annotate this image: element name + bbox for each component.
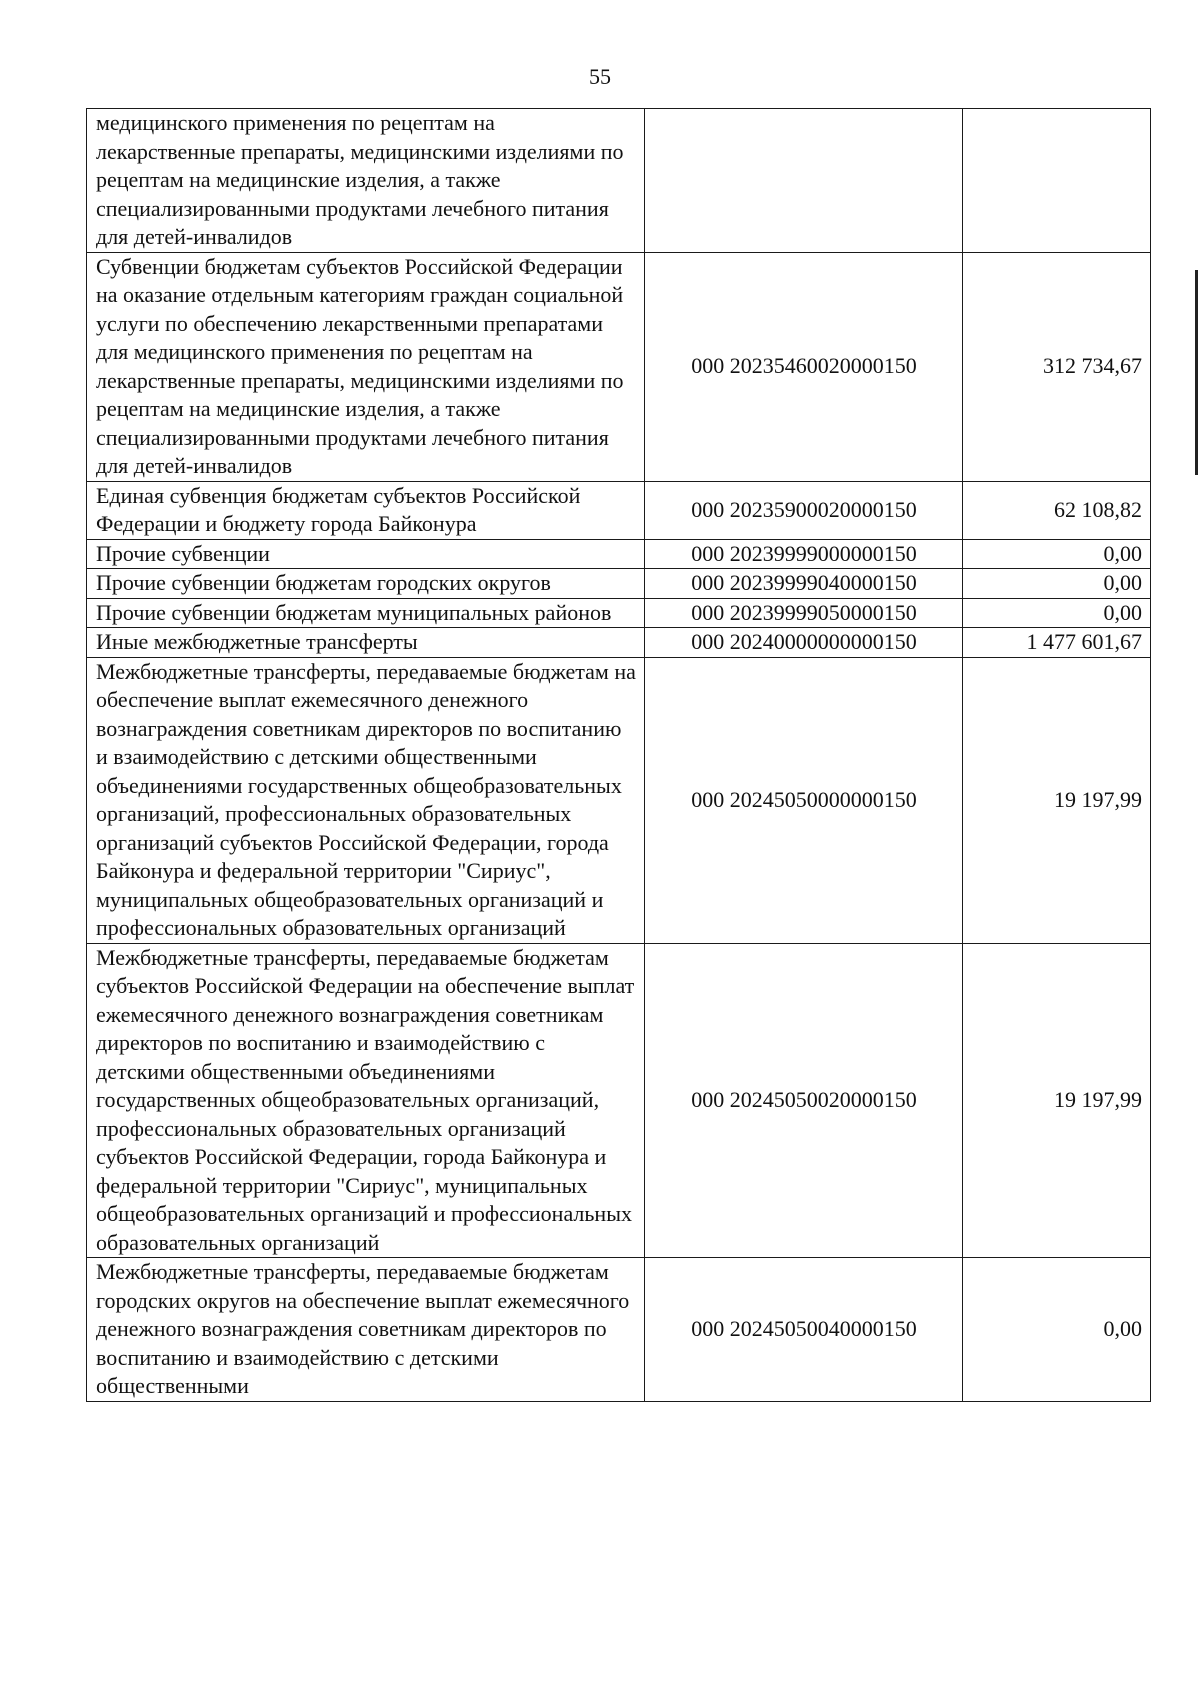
table-row [87,569,1151,599]
row-sum-cell: 0,00 [963,569,1151,599]
row-name-cell: Межбюджетные трансферты, передаваемые бюджетам субъектов Российской Федерации на обеспечение выплат ежемесячного денежного вознаграждения советникам директоров по воспитанию и взаимодействию с детскими общественными объединениями государственных общеобразовательных организаций, профессиональных образовательных организаций субъектов Российской Федерации, города Байконура и федеральной территории "Сириус", муниципальных общеобразовательных организаций и профессиональных образовательных организаций [87,943,645,1258]
row-code-cell: 000 20245050020000150 [645,943,963,1258]
table-row [87,657,1151,943]
row-code-cell: 000 20239999000000150 [645,539,963,569]
table-row [87,628,1151,658]
row-sum-cell: 1 477 601,67 [963,628,1151,658]
row-name-cell: Прочие субвенции [87,539,645,569]
row-sum-cell: 19 197,99 [963,657,1151,943]
row-code-cell: 000 20235900020000150 [645,481,963,539]
row-code-cell: 000 20240000000000150 [645,628,963,658]
table-row [87,481,1151,539]
row-code-cell: 000 20239999040000150 [645,569,963,599]
row-code-cell: 000 20245050040000150 [645,1258,963,1402]
table-row [87,109,1151,253]
row-sum-cell: 0,00 [963,539,1151,569]
row-sum-cell: 19 197,99 [963,943,1151,1258]
row-name-cell: Прочие субвенции бюджетам городских округов [87,569,645,599]
row-sum-cell: 312 734,67 [963,252,1151,481]
row-code-cell: 000 20239999050000150 [645,598,963,628]
row-code-cell [645,109,963,253]
page-number: 55 [589,64,611,89]
row-name-cell: Межбюджетные трансферты, передаваемые бюджетам на обеспечение выплат ежемесячного денежного вознаграждения советникам директоров по воспитанию и взаимодействию с детскими общественными объединениями государственных общеобразовательных организаций, профессиональных образовательных организаций субъектов Российской Федерации, города Байконура и федеральной территории "Сириус", муниципальных общеобразовательных организаций и профессиональных образовательных организаций [87,657,645,943]
table-row [87,252,1151,481]
table-row [87,943,1151,1258]
row-name-cell: медицинского применения по рецептам на лекарственные препараты, медицинскими изделиями по рецептам на медицинские изделия, а также специализированными продуктами лечебного питания для детей-инвалидов [87,109,645,253]
row-sum-cell [963,109,1151,253]
row-name-cell: Субвенции бюджетам субъектов Российской Федерации на оказание отдельным категориям граждан социальной услуги по обеспечению лекарственными препаратами для медицинского применения по рецептам на лекарственные препараты, медицинскими изделиями по рецептам на медицинские изделия, а также специализированными продуктами лечебного питания для детей-инвалидов [87,252,645,481]
table-row [87,598,1151,628]
row-code-cell: 000 20235460020000150 [645,252,963,481]
scan-edge-mark [1195,270,1198,475]
row-sum-cell: 0,00 [963,1258,1151,1402]
table-row [87,1258,1151,1402]
row-name-cell: Иные межбюджетные трансферты [87,628,645,658]
budget-revenue-table [86,108,1151,1402]
table-row [87,539,1151,569]
row-sum-cell: 62 108,82 [963,481,1151,539]
row-name-cell: Единая субвенция бюджетам субъектов Российской Федерации и бюджету города Байконура [87,481,645,539]
row-name-cell: Межбюджетные трансферты, передаваемые бюджетам городских округов на обеспечение выплат ежемесячного денежного вознаграждения советникам директоров по воспитанию и взаимодействию с детскими общественными [87,1258,645,1402]
row-code-cell: 000 20245050000000150 [645,657,963,943]
row-name-cell: Прочие субвенции бюджетам муниципальных районов [87,598,645,628]
row-sum-cell: 0,00 [963,598,1151,628]
